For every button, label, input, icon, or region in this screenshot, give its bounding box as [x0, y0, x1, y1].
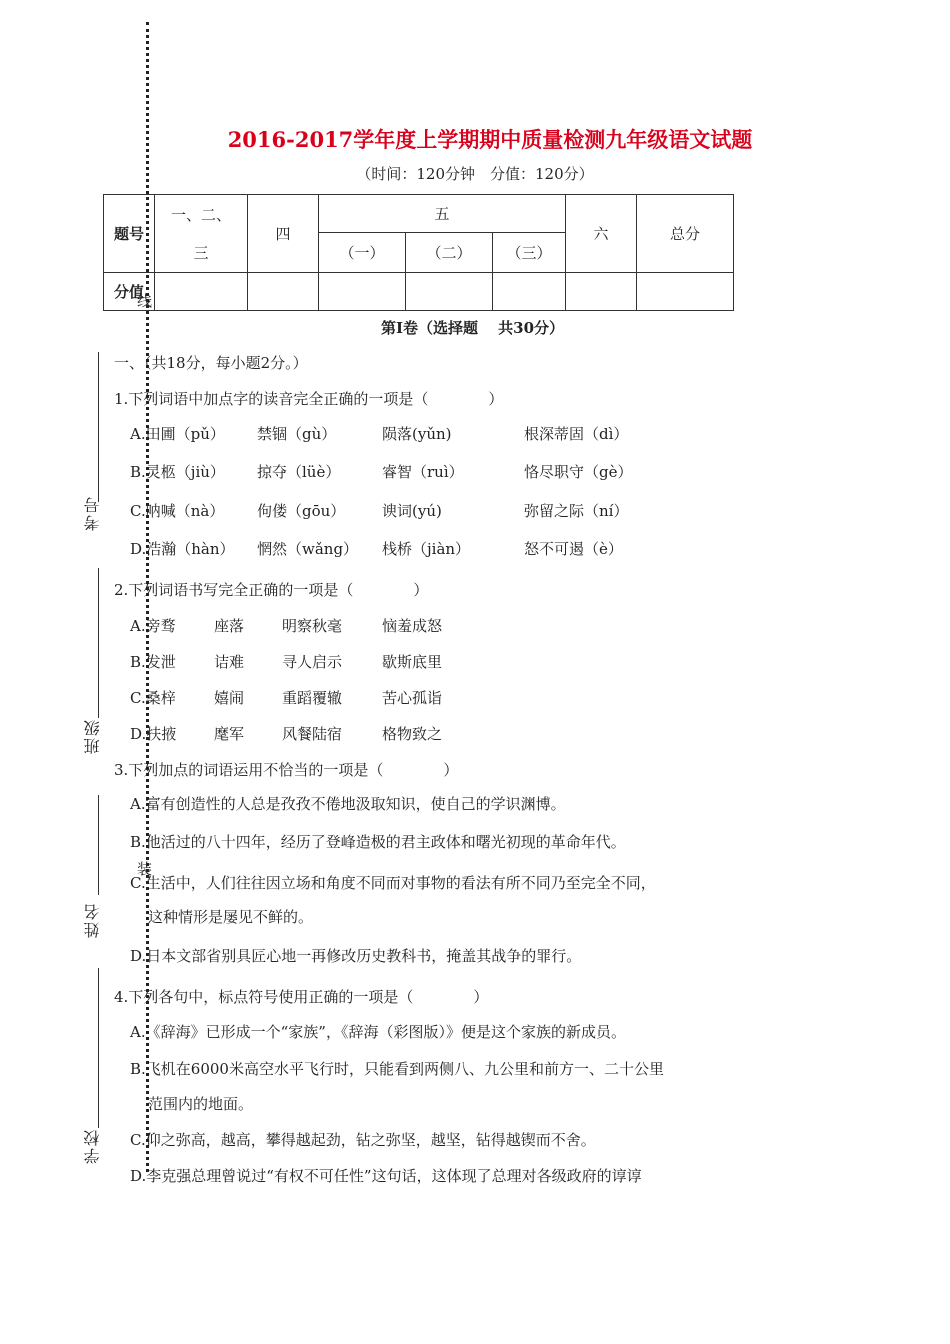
col-header-6: 六 [566, 195, 637, 273]
q1-c1: C.呐喊（nà） [130, 502, 225, 520]
col-header-4: 四 [248, 195, 319, 273]
score-cell[interactable] [248, 273, 319, 311]
col-header-1: 一、二、 三 [155, 195, 248, 273]
q3-a: A.富有创造性的人总是孜孜不倦地汲取知识，使自己的学识渊博。 [130, 795, 566, 813]
name-label: 姓名 [83, 902, 102, 938]
q2-d1: D.扶掖 [130, 725, 177, 743]
col-header-total: 总分 [637, 195, 734, 273]
q1-b3: 睿智（ruì） [382, 463, 464, 481]
q2-c4: 苦心孤诣 [382, 689, 443, 707]
score-cell[interactable] [637, 273, 734, 311]
q4-a: A.《辞海》已形成一个“家族”，《辞海（彩图版）》便是这个家族的新成员。 [130, 1023, 626, 1041]
q4-b2: 范围内的地面。 [148, 1095, 254, 1113]
col-header-5: 五 [319, 195, 566, 233]
part-heading: 第Ⅰ卷（选择题 共30分） [380, 319, 565, 337]
q1-d4: 怒不可遏（è） [524, 540, 623, 558]
q2-b4: 歇斯底里 [382, 653, 443, 671]
q2-b3: 寻人启示 [282, 653, 343, 671]
q1-d2: 惘然（wǎng） [257, 540, 359, 558]
class-line [98, 568, 99, 718]
q2-d4: 格物致之 [382, 725, 443, 743]
q2-c1: C.桑梓 [130, 689, 176, 707]
score-cell[interactable] [406, 273, 493, 311]
q3-d: D.日本文部省别具匠心地一再修改历史教科书，掩盖其战争的罪行。 [130, 947, 582, 965]
exam-title: 2016-2017学年度上学期期中质量检测九年级语文试题 [227, 127, 753, 152]
q4-stem: 4.下列各句中，标点符号使用正确的一项是（ ） [114, 988, 489, 1006]
school-line [98, 968, 99, 1128]
q2-b2: 诘难 [214, 653, 245, 671]
bind-mark: 装 [137, 860, 153, 878]
q1-c4: 弥留之际（ní） [524, 502, 629, 520]
q3-stem: 3.下列加点的词语运用不恰当的一项是（ ） [114, 761, 459, 779]
q2-a2: 座落 [214, 617, 245, 635]
q1-b1: B.灵柩（jiù） [130, 463, 225, 481]
name-line [98, 795, 99, 895]
class-label: 班级 [83, 718, 102, 754]
q1-a3: 陨落(yǔn) [382, 425, 452, 443]
row-label-question: 题号 [104, 195, 155, 273]
q2-a1: A.旁骛 [130, 617, 176, 635]
q1-stem: 1.下列词语中加点字的读音完全正确的一项是（ ） [114, 390, 504, 408]
exam-subtitle: （时间：120分钟 分值：120分） [356, 165, 594, 183]
score-table [103, 194, 734, 311]
col-header-5-2: （二） [406, 233, 493, 273]
q1-a1: A.田圃（pǔ） [130, 425, 225, 443]
col-header-5-3: （三） [493, 233, 566, 273]
q2-b1: B.发泄 [130, 653, 176, 671]
q2-c3: 重蹈覆辙 [282, 689, 343, 707]
q4-c: C.仰之弥高，越高，攀得越起劲，钻之弥坚，越坚，钻得越锲而不舍。 [130, 1131, 596, 1149]
q3-c2: 这种情形是屡见不鲜的。 [148, 908, 314, 926]
q1-b4: 恪尽职守（gè） [524, 463, 633, 481]
score-cell[interactable] [155, 273, 248, 311]
q2-a4: 恼羞成怒 [382, 617, 443, 635]
q4-b1: B.飞机在6000米高空水平飞行时，只能看到两侧八、九公里和前方一、二十公里 [130, 1060, 664, 1078]
exam-no-line [98, 352, 99, 502]
q1-d1: D.浩瀚（hàn） [130, 540, 235, 558]
q2-c2: 嬉闹 [214, 689, 245, 707]
section-heading: 一、（共18分，每小题2分。） [114, 354, 308, 372]
q1-c2: 佝偻（gōu） [257, 502, 346, 520]
row-label-score: 分值 [104, 273, 155, 311]
q4-d: D.李克强总理曾说过“有权不可任性”这句话，这体现了总理对各级政府的谆谆 [130, 1167, 642, 1185]
score-cell[interactable] [566, 273, 637, 311]
q2-stem: 2.下列词语书写完全正确的一项是（ ） [114, 581, 429, 599]
exam-no-label: 考号 [83, 495, 102, 531]
line-mark: 线 [137, 292, 153, 310]
q2-d2: 麾军 [214, 725, 245, 743]
q3-c1: C.生活中，人们往往因立场和角度不同而对事物的看法有所不同乃至完全不同， [130, 874, 656, 892]
q1-a4: 根深蒂固（dì） [524, 425, 629, 443]
q1-a2: 禁锢（gù） [257, 425, 337, 443]
school-label: 学校 [83, 1128, 102, 1164]
q1-c3: 谀词(yú) [382, 502, 442, 520]
q2-a3: 明察秋毫 [282, 617, 343, 635]
score-cell[interactable] [319, 273, 406, 311]
score-cell[interactable] [493, 273, 566, 311]
q1-b2: 掠夺（lüè） [257, 463, 341, 481]
q1-d3: 栈桥（jiàn） [382, 540, 471, 558]
q2-d3: 风餐陆宿 [282, 725, 343, 743]
q3-b: B.他活过的八十四年，经历了登峰造极的君主政体和曙光初现的革命年代。 [130, 833, 626, 851]
col-header-5-1: （一） [319, 233, 406, 273]
